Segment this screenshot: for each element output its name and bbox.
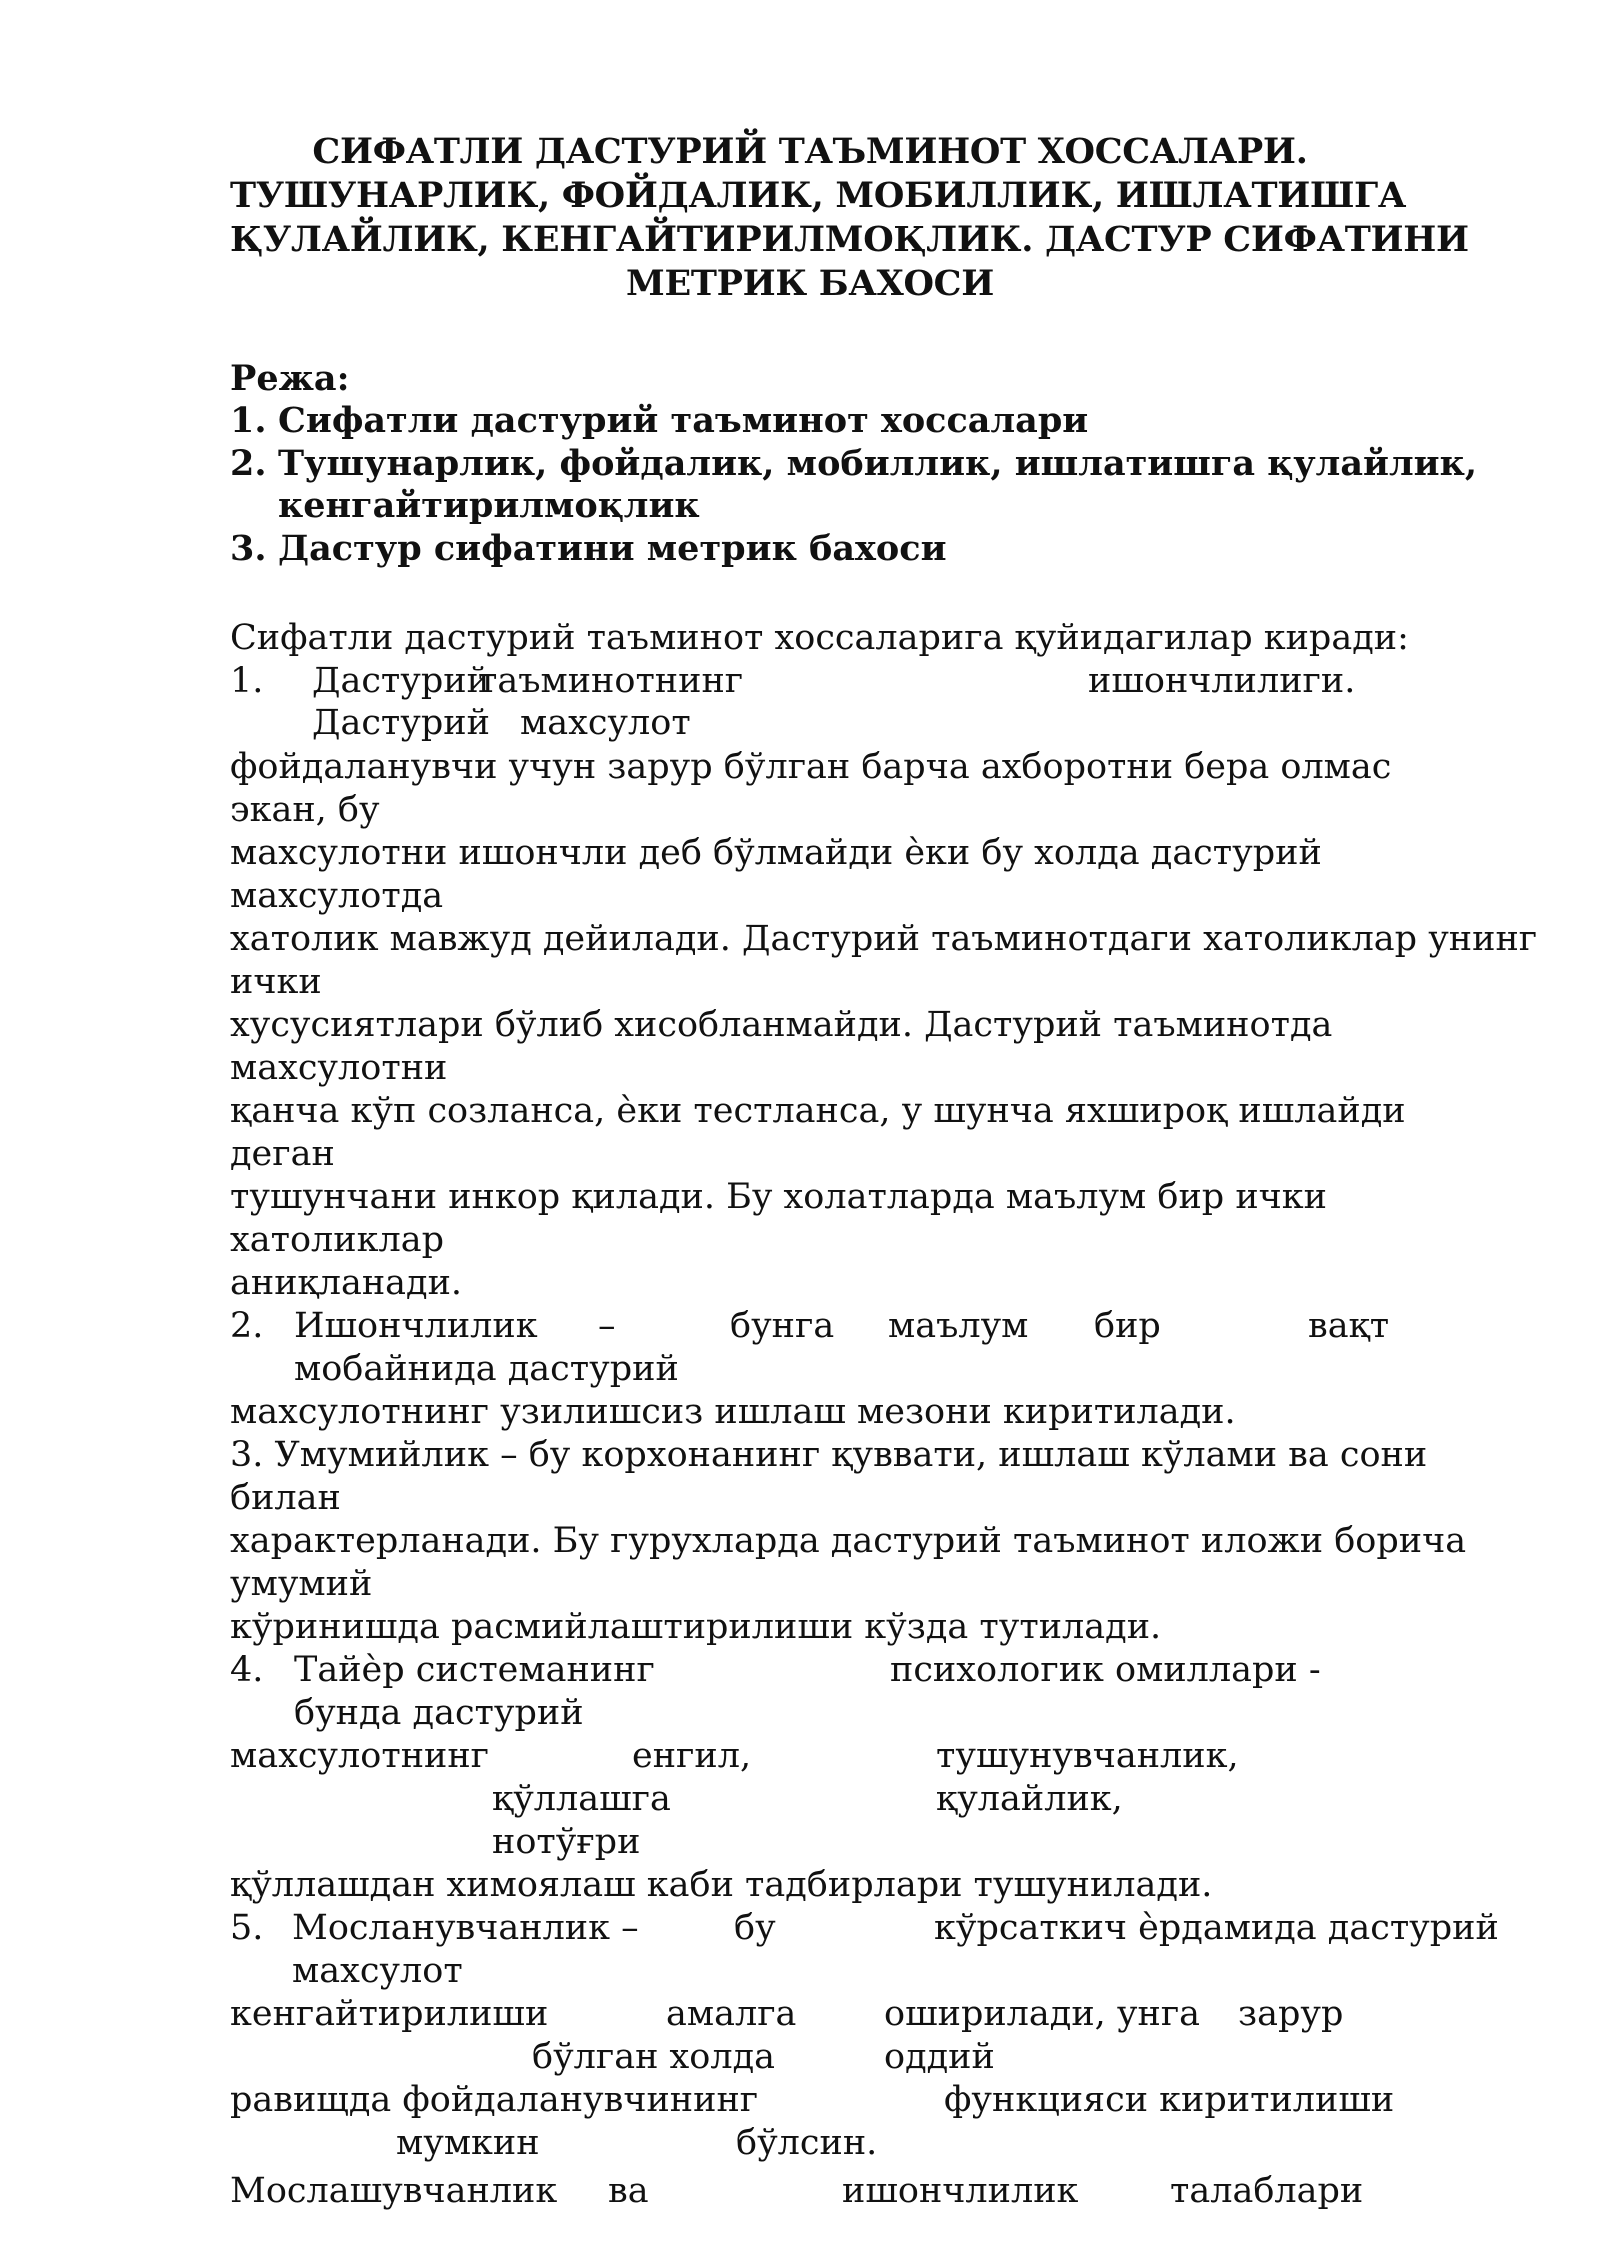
p3-line-1: 3. Умумийлик – бу корхонанинг қуввати, ишлаш кўлами ва сони bbox=[230, 1435, 1428, 1475]
title-line-1: СИФАТЛИ ДАСТУРИЙ ТАЪМИНОТ ХОССАЛАРИ. bbox=[312, 131, 1308, 172]
plan-item-2-number: 2. bbox=[230, 443, 267, 484]
title-line-2: ТУШУНАРЛИК, ФОЙДАЛИК, МОБИЛЛИК, ИШЛАТИШГА bbox=[230, 175, 1407, 216]
p5-row4-b: бўлсин. bbox=[736, 2123, 878, 2163]
p5-row1-c: оширилади, унга bbox=[884, 1994, 1201, 2034]
p4-number: 4. bbox=[230, 1650, 264, 1690]
p1-line-10: деган bbox=[230, 1134, 335, 1174]
p3-line-3: характерланади. Бу гурухларда дастурий таъминот иложи борича bbox=[230, 1521, 1467, 1561]
p1-line-5: хатолик мавжуд дейилади. Дастурий таъминотдаги хатоликлар унинг bbox=[230, 919, 1538, 959]
p2-number: 2. bbox=[230, 1306, 264, 1346]
p5-word-1: Мосланувчанлик – bbox=[292, 1908, 639, 1948]
p2-word-6: вақт bbox=[1308, 1306, 1390, 1346]
p4-word-2: психологик омиллари - bbox=[890, 1650, 1321, 1690]
plan-item-2-text: Тушунарлик, фойдалик, мобиллик, ишлатишга қулайлик, bbox=[278, 443, 1478, 484]
p5-word-3: кўрсаткич ѐрдамида дастурий bbox=[934, 1908, 1499, 1948]
p2-word-2: – bbox=[598, 1306, 616, 1346]
p1-line-4: махсулотда bbox=[230, 876, 444, 916]
p1-line-3: махсулотни ишончли деб бўлмайди ѐки бу холда дастурий bbox=[230, 833, 1322, 873]
p1-word-3: ишончлилиги. bbox=[1088, 661, 1356, 701]
p2-word-4: маълум bbox=[888, 1306, 1029, 1346]
plan-item-1-number: 1. bbox=[230, 400, 267, 441]
p5-row3-a: равищда фойдаланувчининг bbox=[230, 2080, 759, 2120]
title-line-4: МЕТРИК БАХОСИ bbox=[626, 263, 994, 304]
p2-word-5: бир bbox=[1094, 1306, 1161, 1346]
p5-row2-b: оддий bbox=[884, 2037, 995, 2077]
p4-word-1: Тайѐр системанинг bbox=[294, 1650, 655, 1690]
p3-line-5: кўринишда расмийлаштирилиши кўзда тутилади. bbox=[230, 1607, 1162, 1647]
p4-row1-b: енгил, bbox=[632, 1736, 752, 1776]
p2-word-3: бунга bbox=[730, 1306, 835, 1346]
p4-word-3: бунда дастурий bbox=[294, 1693, 584, 1733]
p1-line-6: ички bbox=[230, 962, 322, 1002]
p4-row3-a: нотўғри bbox=[492, 1822, 641, 1862]
p5-row1-d: зарур bbox=[1238, 1994, 1344, 2034]
p2-word-1: Ишончлилик bbox=[294, 1306, 538, 1346]
p1-word-5: махсулот bbox=[520, 703, 691, 743]
p5-row5-c: ишончлилик bbox=[842, 2171, 1079, 2211]
p5-word-4: махсулот bbox=[292, 1951, 463, 1991]
document-title bbox=[230, 130, 1469, 306]
p5-row5-d: талаблари bbox=[1170, 2171, 1364, 2211]
p1-line-11: тушунчани инкор қилади. Бу холатларда маълум бир ички bbox=[230, 1177, 1327, 1217]
p5-row1-b: амалга bbox=[666, 1994, 797, 2034]
p5-row5-b: ва bbox=[608, 2171, 649, 2211]
p2-word-7: мобайнида дастурий bbox=[294, 1349, 679, 1389]
p4-last-line: қўллашдан химоялаш каби тадбирлари тушунилади. bbox=[230, 1865, 1213, 1905]
p4-row2-a: қўллашга bbox=[492, 1779, 671, 1819]
p1-word-2: таъминотнинг bbox=[478, 661, 744, 701]
p4-row1-c: тушунувчанлик, bbox=[936, 1736, 1239, 1776]
p5-row3-b: функцияси киритилиши bbox=[944, 2080, 1395, 2120]
p3-line-4: умумий bbox=[230, 1564, 373, 1604]
plan-item-3-number: 3. bbox=[230, 528, 267, 569]
p5-row2-a: бўлган холда bbox=[532, 2037, 776, 2077]
p1-word-1: Дастурий bbox=[312, 661, 490, 701]
p1-line-1: фойдаланувчи учун зарур бўлган барча ахборотни бера олмас bbox=[230, 747, 1392, 787]
p4-row2-b: қулайлик, bbox=[936, 1779, 1123, 1819]
p3-line-2: билан bbox=[230, 1478, 341, 1518]
p2-last-line: махсулотнинг узилишсиз ишлаш мезони киритилади. bbox=[230, 1392, 1236, 1432]
plan-item-1-text: Сифатли дастурий таъминот хоссалари bbox=[278, 400, 1089, 441]
plan-item-3-text: Дастур сифатини метрик бахоси bbox=[278, 528, 947, 569]
body-intro: Сифатли дастурий таъминот хоссаларига қуйидагилар киради: bbox=[230, 618, 1409, 658]
p1-line-9: қанча кўп созланса, ѐки тестланса, у шунча яхшироқ ишлайди bbox=[230, 1091, 1406, 1131]
p5-row5-a: Мослашувчанлик bbox=[230, 2171, 558, 2211]
plan-item-2-continuation: кенгайтирилмоқлик bbox=[278, 485, 700, 526]
p1-line-8: махсулотни bbox=[230, 1048, 448, 1088]
plan-heading: Режа: bbox=[230, 358, 350, 399]
p1-line-7: хусусиятлари бўлиб хисобланмайди. Дастурий таъминотда bbox=[230, 1005, 1333, 1045]
p1-number: 1. bbox=[230, 661, 264, 701]
p1-line-13: аниқланади. bbox=[230, 1263, 463, 1303]
p1-word-4: Дастурий bbox=[312, 703, 490, 743]
p5-row4-a: мумкин bbox=[396, 2123, 540, 2163]
p4-row1-a: махсулотнинг bbox=[230, 1736, 490, 1776]
p5-row1-a: кенгайтирилиши bbox=[230, 1994, 549, 2034]
title-line-3: ҚУЛАЙЛИК, КЕНГАЙТИРИЛМОҚЛИК. ДАСТУР СИФАТИНИ bbox=[230, 219, 1469, 260]
p5-number: 5. bbox=[230, 1908, 264, 1948]
p1-line-12: хатоликлар bbox=[230, 1220, 444, 1260]
p5-word-2: бу bbox=[734, 1908, 776, 1948]
p1-line-2: экан, бу bbox=[230, 790, 380, 830]
